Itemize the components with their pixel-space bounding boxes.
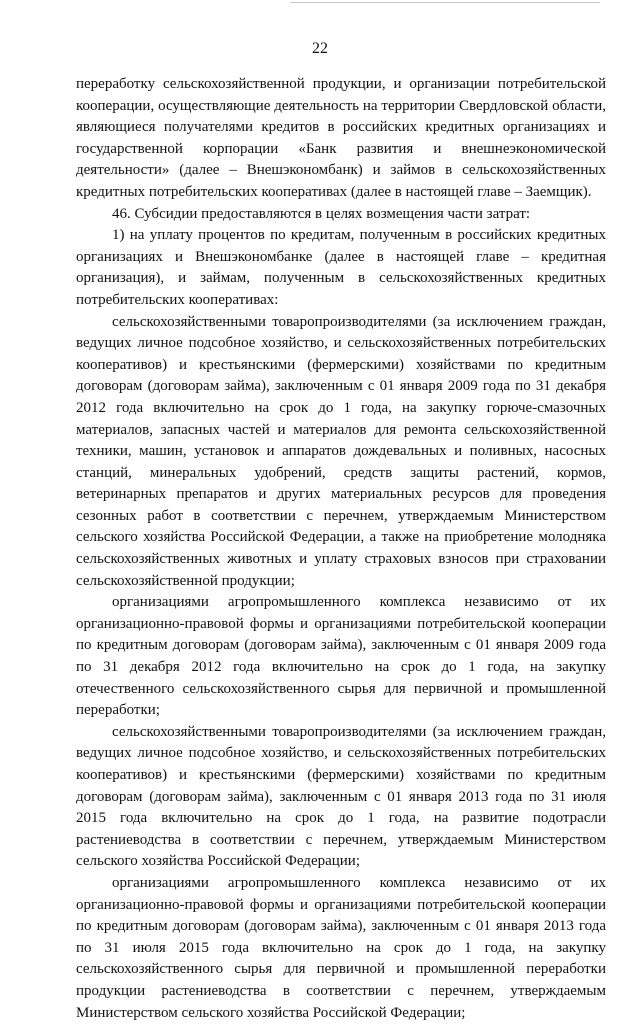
paragraph: организациями агропромышленного комплекса независимо от их организационно-правовой формы и организациями потребительской кооперации по кредитным договорам (договорам займа), заключенным с 01 января 2013 года по 31 июля 2015 года включительно на срок до 1 года, на закупку сельскохозяйственного сырья для первичной и промышленной переработки продукции растениеводства в соответствии с перечнем, утверждаемым Министерством сельского хозяйства Российской Федерации; — [76, 874, 606, 1021]
paragraph: 1) на уплату процентов по кредитам, полученным в российских кредитных организациях и Внешэкономбанке (далее в настоящей главе – кредитная организация), и займам, полученным в сельскохозяйственных кредитных потребительских кооперативах: — [76, 227, 606, 308]
scan-edge-line — [290, 2, 600, 3]
page-number: 22 — [312, 40, 328, 57]
paragraph: переработку сельскохозяйственной продукции, и организации потребительской кооперации, осуществляющие деятельность на территории Свердловской области, являющиеся получателями кредитов в российских кредитных организациях и государственной корпорации «Банк развития и внешнеэкономической деятельности» (далее – Внешэкономбанк) и займов в сельскохозяйственных кредитных потребительских кооперативах (далее в настоящей главе – Заемщик). — [76, 76, 606, 200]
paragraph: сельскохозяйственными товаропроизводителями (за исключением граждан, ведущих личное подсобное хозяйство, и сельскохозяйственных потребительских кооперативов) и крестьянскими (фермерскими) хозяйствами по кредитным договорам (договорам займа), заключенным с 01 января 2009 года по 31 декабря 2012 года включительно на срок до 1 года, на закупку горюче-смазочных материалов, запасных частей и материалов для ремонта сельскохозяйственной техники, машин, установок и аппаратов дождевальных и поливных, насосных станций, минеральных удобрений, средств защиты растений, кормов, ветеринарных препаратов и других материальных ресурсов для проведения сезонных работ в соответствии с перечнем, утверждаемым Министерством сельского хозяйства Российской Федерации, а также на приобретение молодняка сельскохозяйственных животных и уплату страховых взносов при страховании сельскохозяйственной продукции; — [76, 313, 606, 589]
paragraph: организациями агропромышленного комплекса независимо от их организационно-правовой формы и организациями потребительской кооперации по кредитным договорам (договорам займа), заключенным с 01 января 2009 года по 31 декабря 2012 года включительно на срок до 1 года, на закупку отечественного сельскохозяйственного сырья для первичной и промышленной переработки; — [76, 594, 606, 719]
paragraph: сельскохозяйственными товаропроизводителями (за исключением граждан, ведущих личное подсобное хозяйство, и сельскохозяйственных потребительских кооперативов) и крестьянскими (фермерскими) хозяйствами по кредитным договорам (договорам займа), заключенным с 01 января 2013 года по 31 июля 2015 года включительно на срок до 1 года, на развитие подотрасли растениеводства в соответствии с перечнем, утверждаемым Министерством сельского хозяйства Российской Федерации; — [76, 723, 606, 870]
document-body — [76, 74, 606, 1024]
paragraph: 46. Субсидии предоставляются в целях возмещения части затрат: — [112, 205, 531, 222]
